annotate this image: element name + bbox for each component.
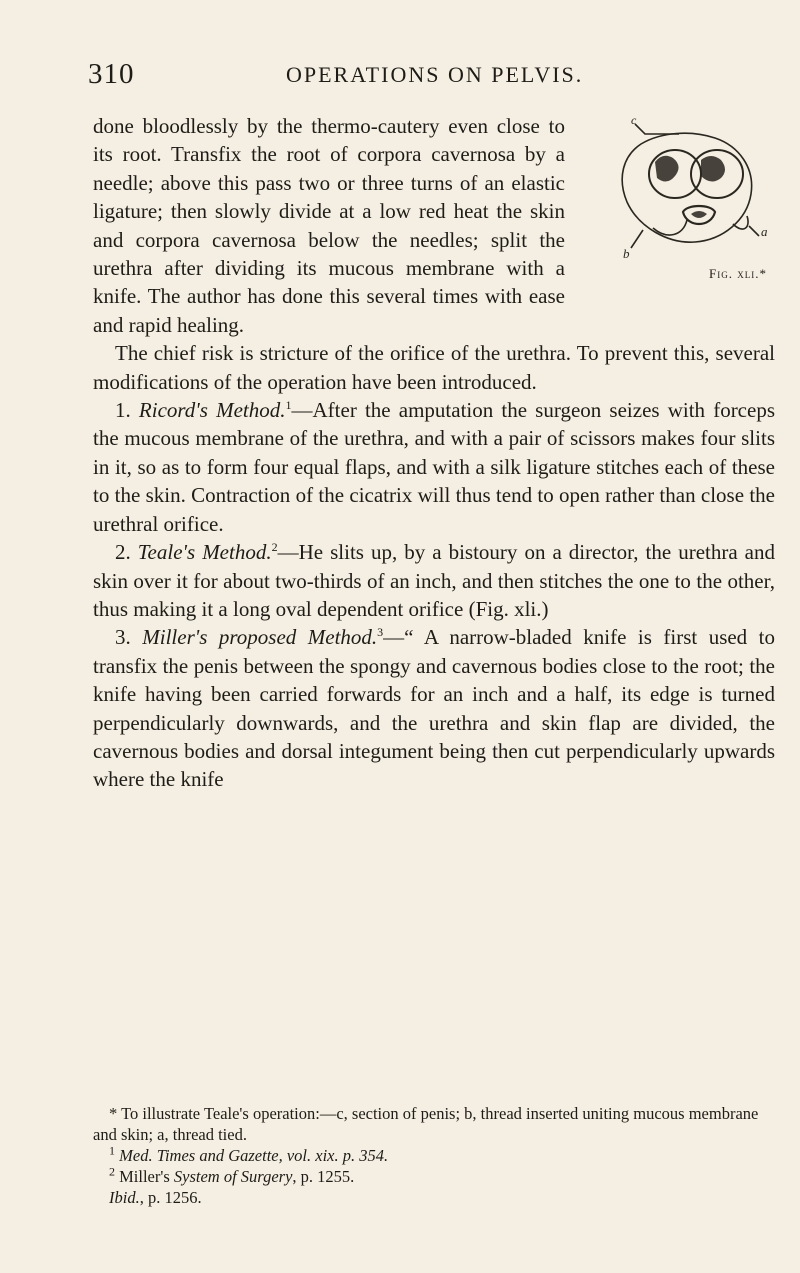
footnote-ref: 1 [285,398,292,413]
footnote-page: , p. 1256. [139,1188,202,1207]
label-b: b [623,246,630,261]
footnote-number: 2 [109,1164,115,1179]
item-number: 3. [115,625,131,650]
footnote-author: Miller's [119,1167,170,1186]
method-text: —“ A narrow-bladed knife is first used to transfix the penis between the spongy and cavernous bodies close to the root; the knife having been carried forwards for an inch and a half, its edge is turned perpendicularly downwards, and the urethra and skin flap are divided, the cavernous bodies and dorsal integument being then cut perpendicularly upwards where the knife [93,625,776,792]
penis-section-illustration [583,116,783,266]
paragraph-miller [93,623,775,793]
method-text: —After the amputation the surgeon seizes with forceps the mucous membrane of the urethra, and with a pair of scissors makes four slits in it, so as to form four equal flaps, and with a silk ligature stitches each of these to the skin. Contraction of the cicatrix will thus tend to open rather than close the urethral orifice. [93,398,776,536]
method-title: Ricord's Method. [138,398,286,423]
running-head: OPERATIONS ON PELVIS. [286,62,584,87]
figure-caption: Fig. xli.* [709,265,767,281]
footnote-2 [93,1166,783,1187]
footnote-number: 1 [109,1143,115,1158]
page-header [88,58,788,98]
item-number: 1. [115,398,131,423]
paragraph-ricord [93,396,775,538]
method-title: Teale's Method. [137,540,272,565]
footnote-text: Med. Times and Gazette, vol. xix. p. 354. [119,1146,389,1165]
paragraph-risk: The chief risk is stricture of the orifice of the urethra. To prevent this, several modifications of the operation have been introduced. [93,341,775,394]
footnote-ref: 2 [271,540,278,555]
footnote-figure: * To illustrate Teale's operation:—c, section of penis; b, thread inserted uniting mucous membrane and skin; a, thread tied. [93,1104,759,1144]
label-c: c [631,116,637,127]
figure-float [583,116,783,288]
paragraph-teale [93,538,775,623]
footnote-page: , p. 1255. [292,1167,355,1186]
footnotes [93,1103,783,1208]
footnote-title: Ibid. [109,1188,140,1207]
footnote-title: System of Surgery [173,1167,293,1186]
method-title: Miller's proposed Method. [142,625,378,650]
method-text: —He slits up, by a bistoury on a director, the urethra and skin over it for about two-thirds of an inch, and then stitches the one to the other, thus making it a long oval dependent orifice (Fig. xli.) [93,540,775,621]
label-a: a [761,224,768,239]
footnote-ref: 3 [377,625,384,640]
footnote-1 [93,1145,783,1166]
main-text [93,112,775,794]
intro-text: done bloodlessly by the thermo-cautery even close to its root. Transfix the root of corpora cavernosa by a needle; above this pass two or three turns of an elastic ligature; then slowly divide at a low red heat the skin and corpora cavernosa below the needles; split the urethra after dividing its mucous membrane with a knife. The author has done this several times with ease and rapid healing. [93,114,565,337]
footnote-3 [93,1187,783,1208]
page-number: 310 [88,58,135,90]
paragraph-intro [93,112,775,339]
item-number: 2. [115,540,131,565]
